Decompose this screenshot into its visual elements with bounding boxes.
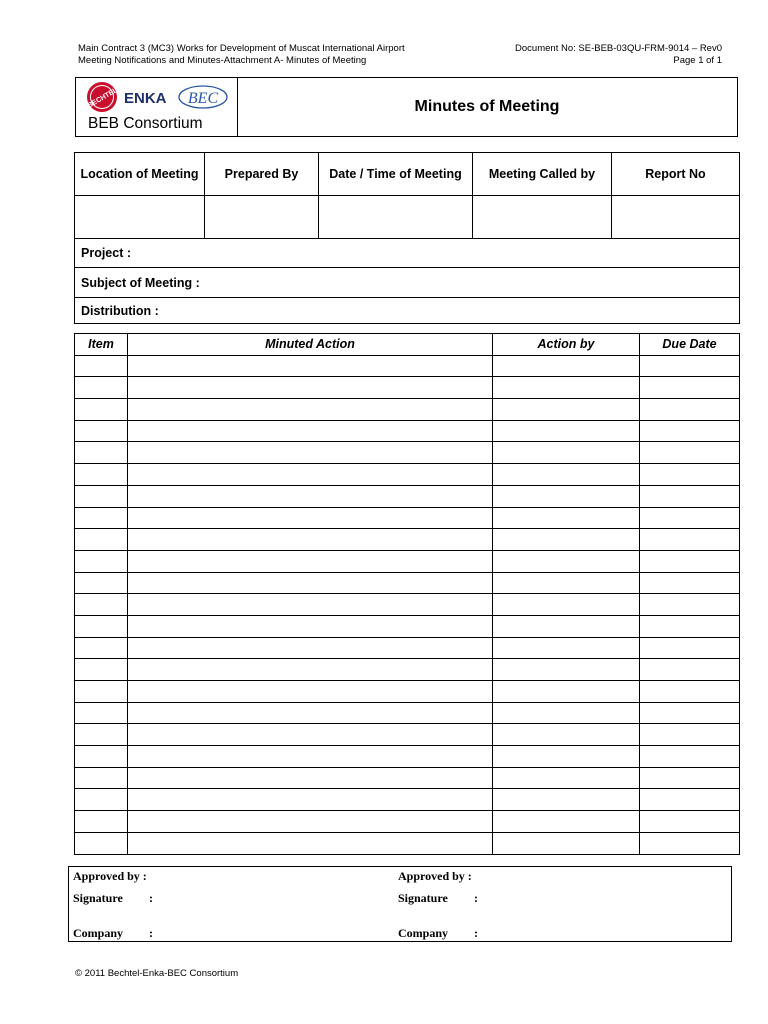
item-cell[interactable] [75, 724, 128, 746]
table-row [75, 789, 740, 811]
item-cell[interactable] [75, 594, 128, 616]
minuted-action-cell[interactable] [128, 724, 493, 746]
company-right-label: Company [398, 926, 449, 940]
minuted-action-cell[interactable] [128, 464, 493, 486]
minuted-action-cell[interactable] [128, 637, 493, 659]
table-row [75, 485, 740, 507]
header-prepared-by: Prepared By [205, 153, 319, 196]
actions-table [74, 333, 740, 855]
due-date-cell[interactable] [640, 637, 740, 659]
item-cell[interactable] [75, 746, 128, 768]
approved-by-left[interactable]: Approved by : [73, 869, 147, 883]
distribution-field[interactable]: Distribution : [75, 298, 740, 324]
location-field[interactable] [75, 196, 205, 239]
company-logo [76, 78, 238, 136]
table-row [75, 442, 740, 464]
action-by-cell[interactable] [493, 485, 640, 507]
minuted-action-cell[interactable] [128, 746, 493, 768]
item-cell[interactable] [75, 442, 128, 464]
copyright-footer: © 2011 Bechtel-Enka-BEC Consortium [75, 968, 239, 979]
due-date-cell[interactable] [640, 442, 740, 464]
signature-left-colon: : [149, 891, 153, 905]
due-date-cell[interactable] [640, 420, 740, 442]
minuted-action-cell[interactable] [128, 550, 493, 572]
item-cell[interactable] [75, 832, 128, 854]
action-by-cell[interactable] [493, 507, 640, 529]
action-by-cell[interactable] [493, 702, 640, 724]
action-by-cell[interactable] [493, 724, 640, 746]
header-called-by: Meeting Called by [473, 153, 612, 196]
due-date-cell[interactable] [640, 811, 740, 833]
item-cell[interactable] [75, 615, 128, 637]
action-rows [75, 355, 740, 854]
table-row [75, 811, 740, 833]
minuted-action-cell[interactable] [128, 832, 493, 854]
item-cell[interactable] [75, 399, 128, 421]
minuted-action-cell[interactable] [128, 702, 493, 724]
table-row [75, 594, 740, 616]
due-date-cell[interactable] [640, 485, 740, 507]
document-subtitle: Meeting Notifications and Minutes-Attachment A- Minutes of Meeting [78, 55, 367, 66]
item-cell[interactable] [75, 637, 128, 659]
prepared-by-field[interactable] [205, 196, 319, 239]
header-action-by: Action by [493, 334, 640, 356]
action-by-cell[interactable] [493, 789, 640, 811]
table-row [75, 529, 740, 551]
item-cell[interactable] [75, 702, 128, 724]
item-cell[interactable] [75, 507, 128, 529]
item-cell[interactable] [75, 420, 128, 442]
approval-block [68, 866, 732, 942]
due-date-cell[interactable] [640, 832, 740, 854]
table-row [75, 355, 740, 377]
report-no-field[interactable] [612, 196, 740, 239]
date-time-field[interactable] [319, 196, 473, 239]
due-date-cell[interactable] [640, 702, 740, 724]
enka-logo-text: ENKA [124, 90, 167, 107]
due-date-cell[interactable] [640, 550, 740, 572]
due-date-cell[interactable] [640, 529, 740, 551]
item-cell[interactable] [75, 659, 128, 681]
approved-by-right[interactable]: Approved by : [398, 869, 472, 883]
table-row [75, 767, 740, 789]
minuted-action-cell[interactable] [128, 529, 493, 551]
table-row [75, 377, 740, 399]
table-row [75, 464, 740, 486]
company-left-label: Company [73, 926, 124, 940]
action-by-cell[interactable] [493, 594, 640, 616]
header-item: Item [75, 334, 128, 356]
consortium-name: BEB Consortium [88, 115, 203, 132]
action-by-cell[interactable] [493, 464, 640, 486]
item-cell[interactable] [75, 767, 128, 789]
table-row [75, 702, 740, 724]
due-date-cell[interactable] [640, 789, 740, 811]
item-cell[interactable] [75, 811, 128, 833]
bec-logo-text: BEC [187, 90, 219, 107]
page-number: Page 1 of 1 [673, 55, 722, 66]
signature-right-colon: : [474, 891, 478, 905]
bechtel-logo-text: BECHTEL [86, 87, 119, 110]
due-date-cell[interactable] [640, 681, 740, 703]
table-row [75, 637, 740, 659]
header-right [515, 43, 722, 67]
action-by-cell[interactable] [493, 550, 640, 572]
due-date-cell[interactable] [640, 377, 740, 399]
header-minuted-action: Minuted Action [128, 334, 493, 356]
header-date-time: Date / Time of Meeting [319, 153, 473, 196]
signature-right-label: Signature [398, 891, 448, 905]
minuted-action-cell[interactable] [128, 681, 493, 703]
minuted-action-cell[interactable] [128, 594, 493, 616]
due-date-cell[interactable] [640, 659, 740, 681]
action-by-cell[interactable] [493, 377, 640, 399]
called-by-field[interactable] [473, 196, 612, 239]
header-report-no: Report No [612, 153, 740, 196]
action-by-cell[interactable] [493, 572, 640, 594]
action-by-cell[interactable] [493, 767, 640, 789]
action-by-cell[interactable] [493, 637, 640, 659]
signature-left-label: Signature [73, 891, 123, 905]
company-right-colon: : [474, 926, 478, 940]
company-left-colon: : [149, 926, 153, 940]
table-row [75, 420, 740, 442]
minuted-action-cell[interactable] [128, 442, 493, 464]
minuted-action-cell[interactable] [128, 377, 493, 399]
action-by-cell[interactable] [493, 811, 640, 833]
minuted-action-cell[interactable] [128, 572, 493, 594]
table-row [75, 550, 740, 572]
action-by-cell[interactable] [493, 746, 640, 768]
minuted-action-cell[interactable] [128, 485, 493, 507]
due-date-cell[interactable] [640, 724, 740, 746]
title-block [75, 77, 738, 137]
item-cell[interactable] [75, 529, 128, 551]
minuted-action-cell[interactable] [128, 507, 493, 529]
action-by-cell[interactable] [493, 399, 640, 421]
minuted-action-cell[interactable] [128, 789, 493, 811]
action-by-cell[interactable] [493, 529, 640, 551]
project-field[interactable]: Project : [75, 239, 740, 268]
table-row [75, 399, 740, 421]
contract-title: Main Contract 3 (MC3) Works for Development of Muscat International Airport [78, 43, 405, 54]
table-row [75, 724, 740, 746]
minuted-action-cell[interactable] [128, 399, 493, 421]
due-date-cell[interactable] [640, 746, 740, 768]
minuted-action-cell[interactable] [128, 615, 493, 637]
due-date-cell[interactable] [640, 615, 740, 637]
due-date-cell[interactable] [640, 767, 740, 789]
due-date-cell[interactable] [640, 464, 740, 486]
minuted-action-cell[interactable] [128, 659, 493, 681]
meeting-info-table [74, 152, 740, 324]
table-row [75, 659, 740, 681]
item-cell[interactable] [75, 464, 128, 486]
action-by-cell[interactable] [493, 355, 640, 377]
action-by-cell[interactable] [493, 832, 640, 854]
action-by-cell[interactable] [493, 442, 640, 464]
table-row [75, 681, 740, 703]
table-row [75, 746, 740, 768]
table-row [75, 615, 740, 637]
item-cell[interactable] [75, 550, 128, 572]
table-row [75, 572, 740, 594]
item-cell[interactable] [75, 377, 128, 399]
minuted-action-cell[interactable] [128, 355, 493, 377]
item-cell[interactable] [75, 681, 128, 703]
header-location: Location of Meeting [75, 153, 205, 196]
due-date-cell[interactable] [640, 572, 740, 594]
minuted-action-cell[interactable] [128, 767, 493, 789]
table-row [75, 507, 740, 529]
action-by-cell[interactable] [493, 420, 640, 442]
due-date-cell[interactable] [640, 594, 740, 616]
action-by-cell[interactable] [493, 659, 640, 681]
action-by-cell[interactable] [493, 681, 640, 703]
item-cell[interactable] [75, 485, 128, 507]
item-cell[interactable] [75, 789, 128, 811]
header-due-date: Due Date [640, 334, 740, 356]
due-date-cell[interactable] [640, 355, 740, 377]
due-date-cell[interactable] [640, 507, 740, 529]
action-by-cell[interactable] [493, 615, 640, 637]
header-left [78, 43, 405, 67]
item-cell[interactable] [75, 355, 128, 377]
minuted-action-cell[interactable] [128, 420, 493, 442]
minuted-action-cell[interactable] [128, 811, 493, 833]
page-title: Minutes of Meeting [414, 98, 560, 115]
due-date-cell[interactable] [640, 399, 740, 421]
table-row [75, 832, 740, 854]
document-number: Document No: SE-BEB-03QU-FRM-9014 – Rev0 [515, 43, 722, 54]
subject-field[interactable]: Subject of Meeting : [75, 268, 740, 298]
item-cell[interactable] [75, 572, 128, 594]
